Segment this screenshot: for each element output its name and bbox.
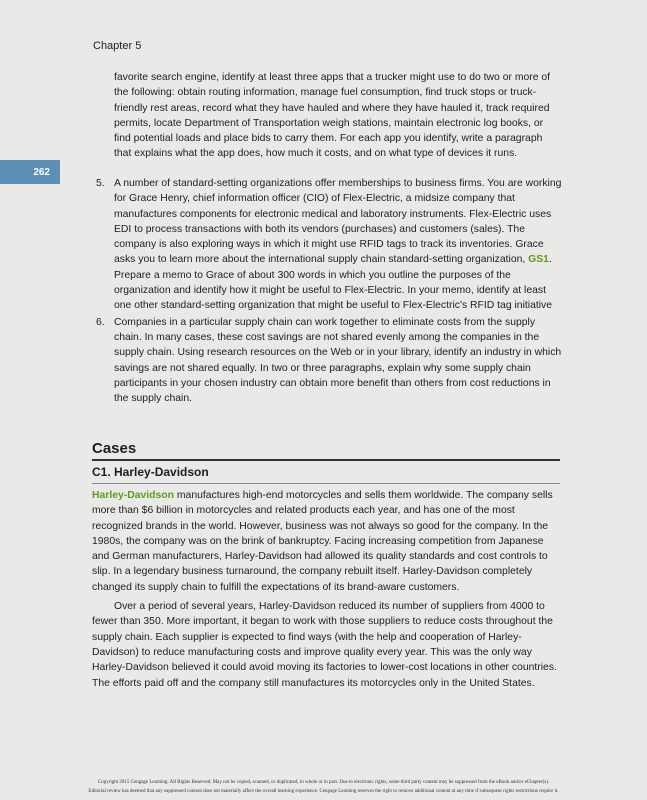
case-paragraph: Over a period of several years, Harley-Davidson reduced its number of suppliers from 4000 to fewer than 350. More important, it began to work with those suppliers to reduce costs throughout the supply chain. Each supplier is expected to find ways (with the help and cooperation of Harley-Davidson) to reduce manufacturing costs and improve quality every year. This was the only way Harley-Davidson believed it could avoid moving its factories to lower-cost locations in other countries. The efforts paid off and the company still manufactures its motorcycles only in the United States. xyxy=(92,601,557,689)
case-title: C1. Harley-Davidson xyxy=(92,465,560,484)
exercise-list xyxy=(96,176,562,407)
exercise-text-part: A number of standard-setting organizations offer memberships to business firms. You are working for Grace Henry, chief information officer (CIO) of Flex-Electric, a midsize company that manufactures components for electronic medical and laboratory instruments. Flex-Electric uses EDI to process transactions with both its vendors (purchases) and customers (sales). The company is also exploring ways in which it might use RFID tags to track its inventories. Grace asks you to learn more about the international supply chain standard-setting organization, xyxy=(114,178,562,266)
copyright-footer xyxy=(0,778,647,796)
footer-line: Copyright 2015 Cengage Learning. All Rights Reserved. May not be copied, scanned, or duplicated, in whole or in part. Due to electronic rights, some third party content may be suppressed from the eBook and/or eChapter(s). xyxy=(97,780,550,785)
footer-line: Editorial review has deemed that any suppressed content does not materially affect the overall learning experience. Cengage Learning reserves the right to remove additional content at any time if subsequent rights restrictions require it. xyxy=(88,789,559,794)
gs1-link[interactable]: GS1 xyxy=(528,254,549,266)
case-paragraph xyxy=(92,488,560,595)
exercise-4-continuation: favorite search engine, identify at least three apps that a trucker might use to do two or more of the following: obtain routing information, manage fuel consumption, find truck stops or truck-friendly rest areas, record what they have hauled and where they have hauled it, track required permits, locate Department of Transportation weigh stations, maintain electronic log books, or find potential loads and place bids to carry them. For each app you identify, write a paragraph that explains what the app does, how much it costs, and on what type of devices it runs. xyxy=(114,72,551,160)
exercise-number: 5. xyxy=(96,178,105,189)
exercise-text: Companies in a particular supply chain can work together to eliminate costs from the supply chain. In many cases, these cost savings are not shared evenly among the companies in the supply chain. Using research resources on the Web or in your library, identify an industry in which savings are not shared equally. In two or three paragraphs, explain why some supply chain participants in your chosen industry can obtain more benefit than others from cost reductions in the supply chain. xyxy=(114,316,562,405)
exercise-item xyxy=(96,176,562,314)
case-paragraph-text: manufactures high-end motorcycles and sells them worldwide. The company sells more than $6 billion in motorcycles and related products each year, and has one of the most recognized brands in the world. However, business was not always so good for the company. In the 1980s, the company was on the brink of bankruptcy. Facing increasing competition from Japanese and German manufacturers, Harley-Davidson had allowed its quality standards and cost controls to slip. In a legendary business turnaround, the company rebuilt itself. Harley-Davidson completely changed its supply chain to fulfill the expectations of its brand-aware customers. xyxy=(92,490,553,593)
exercise-item xyxy=(96,315,562,407)
exercise-number: 6. xyxy=(96,316,105,328)
exercise-text-part: . Prepare a memo to Grace of about 300 words in which you outline the purposes of the organization and identify how it might be useful to Flex-Electric. In your memo, identify at least one other standard-setting organization that might be useful to Flex-Electric's RFID tag initiative xyxy=(114,254,553,312)
case-body xyxy=(92,488,560,691)
page-number-tab: 262 xyxy=(0,160,60,184)
harley-davidson-link[interactable]: Harley-Davidson xyxy=(92,490,174,501)
exercise-text xyxy=(114,176,562,314)
chapter-label: Chapter 5 xyxy=(93,40,142,52)
cases-heading: Cases xyxy=(92,440,560,461)
